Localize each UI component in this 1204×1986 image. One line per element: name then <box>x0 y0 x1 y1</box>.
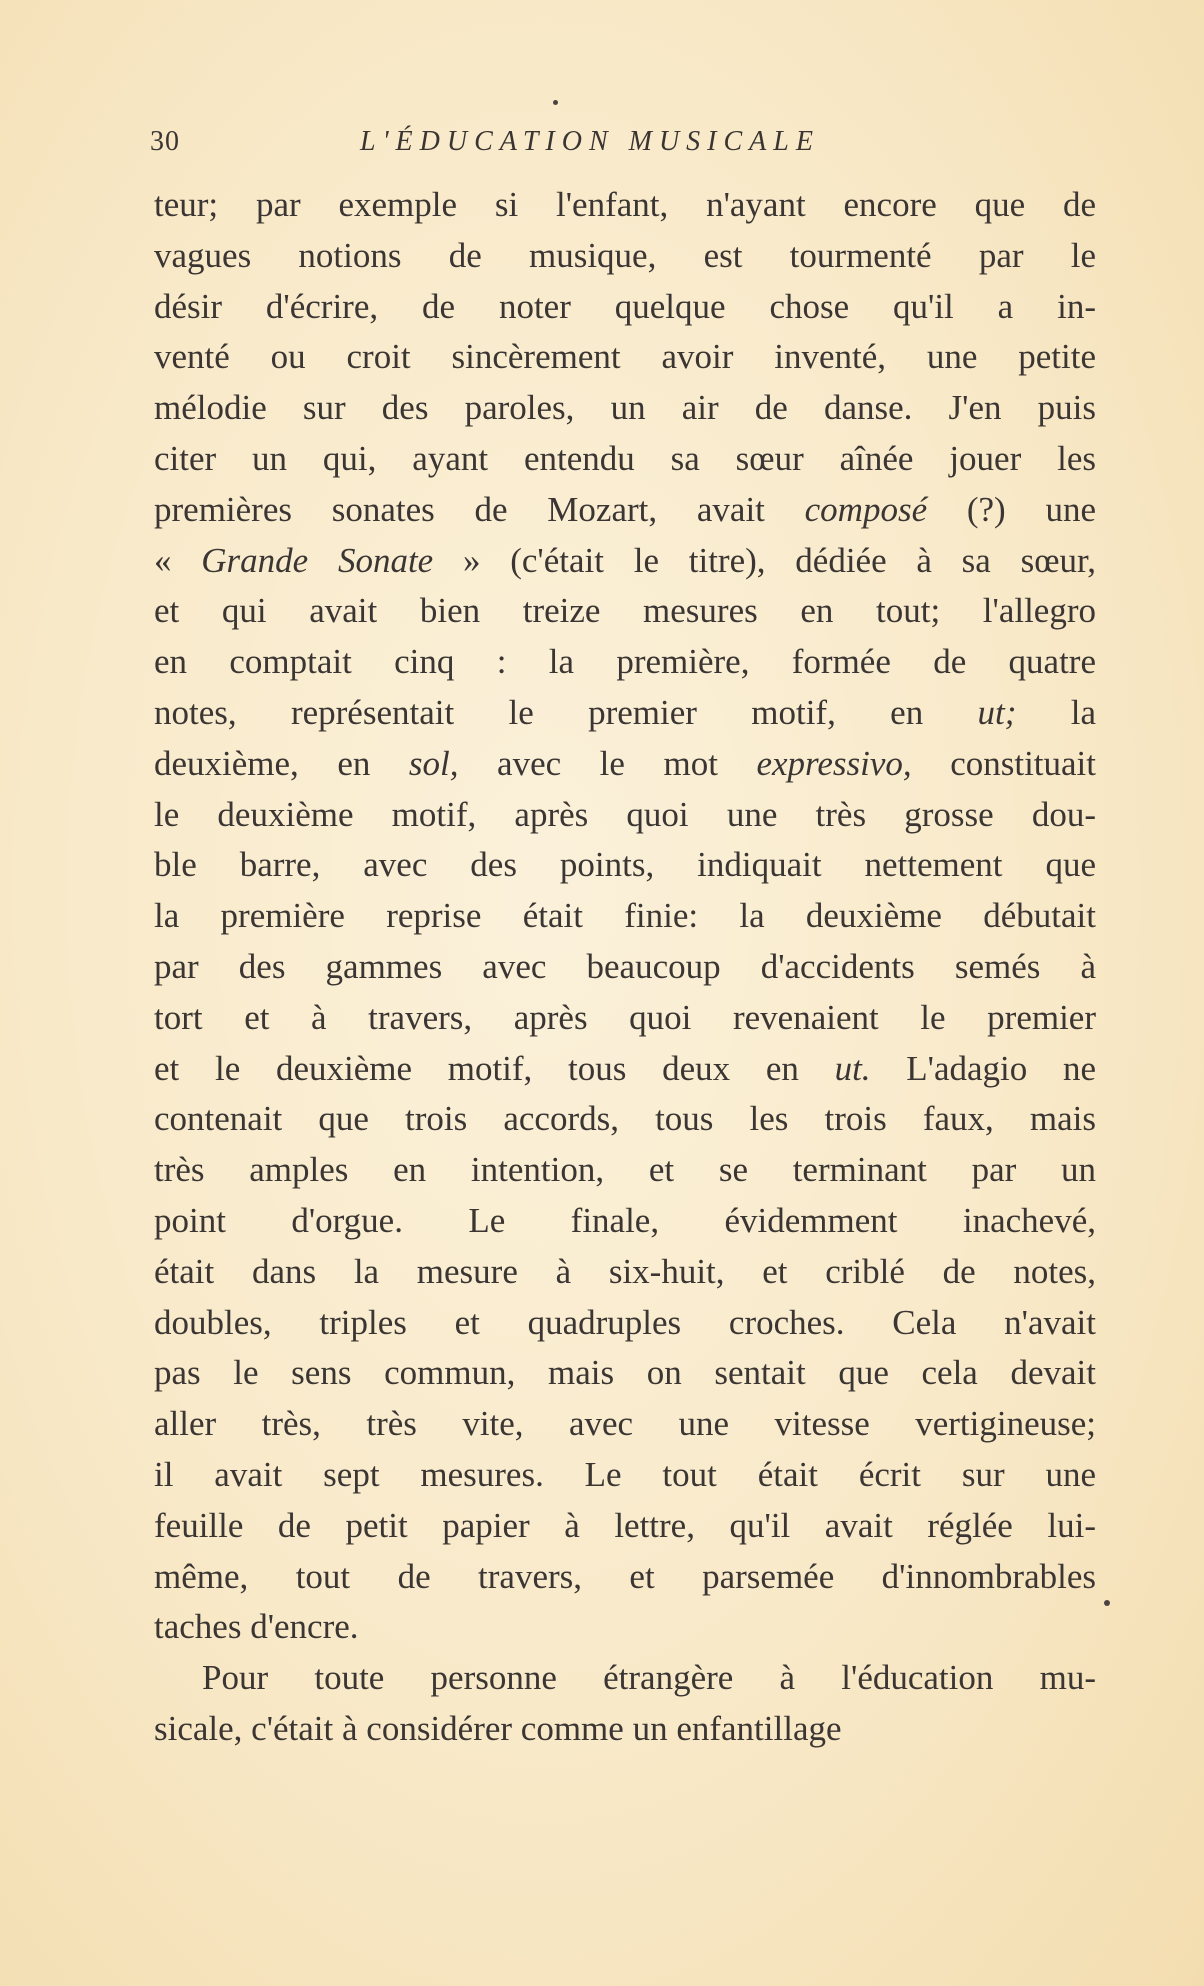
text-segment: L'adagio ne <box>870 1048 1096 1088</box>
text-line <box>154 790 1096 841</box>
text-line <box>154 993 1096 1044</box>
text-line <box>154 637 1096 688</box>
text-segment: avec le mot <box>458 743 757 783</box>
text-segment: très amples en intention, et se terminant par un <box>154 1150 1096 1190</box>
text-segment: la <box>1016 692 1096 732</box>
text-segment: contenait que trois accords, tous les trois faux, mais <box>154 1099 1096 1139</box>
text-line <box>154 332 1096 383</box>
text-line <box>154 1298 1096 1349</box>
text-line <box>154 1399 1096 1450</box>
text-segment: Pour toute personne étrangère à l'éducation mu- <box>202 1658 1096 1698</box>
text-line <box>154 1044 1096 1095</box>
text-line <box>154 1602 1096 1653</box>
text-line <box>154 1501 1096 1552</box>
italic-text: ut. <box>834 1048 871 1088</box>
text-segment: (?) une <box>927 489 1096 529</box>
text-line <box>154 383 1096 434</box>
running-title: L'ÉDUCATION MUSICALE <box>360 126 820 157</box>
text-segment: « <box>154 540 202 580</box>
text-segment: en comptait cinq : la première, formée de quatre <box>154 642 1096 682</box>
body-text <box>154 180 1096 1755</box>
text-line <box>154 1348 1096 1399</box>
text-line <box>154 1247 1096 1298</box>
text-line <box>154 586 1096 637</box>
text-line <box>154 282 1096 333</box>
text-segment: notes, représentait le premier motif, en <box>154 692 978 732</box>
text-segment: premières sonates de Mozart, avait <box>154 489 805 529</box>
text-segment: désir d'écrire, de noter quelque chose qu'il a in- <box>154 286 1096 326</box>
text-segment: constituait <box>911 743 1096 783</box>
text-line <box>154 942 1096 993</box>
text-segment: deuxième, en <box>154 743 409 783</box>
text-line <box>154 1196 1096 1247</box>
text-segment: teur; par exemple si l'enfant, n'ayant encore que de <box>154 185 1096 224</box>
ink-dot <box>1104 1600 1110 1606</box>
text-line <box>154 434 1096 485</box>
italic-text: ut; <box>977 692 1017 732</box>
text-segment: sicale, c'était à considérer comme un enfantillage <box>154 1708 842 1748</box>
text-line <box>154 1145 1096 1196</box>
text-segment: taches d'encre. <box>154 1607 359 1647</box>
text-segment: et qui avait bien treize mesures en tout; l'allegro <box>154 591 1096 631</box>
running-head <box>0 118 1204 166</box>
text-segment: » (c'était le titre), dédiée à sa sœur, <box>433 540 1096 580</box>
text-segment: aller très, très vite, avec une vitesse vertigineuse; <box>154 1404 1096 1444</box>
text-segment: la première reprise était finie: la deuxième débutait <box>154 896 1096 936</box>
text-line <box>154 739 1096 790</box>
text-segment: par des gammes avec beaucoup d'accidents semés à <box>154 946 1096 986</box>
text-segment: feuille de petit papier à lettre, qu'il avait réglée lui- <box>154 1505 1096 1545</box>
text-line <box>154 536 1096 587</box>
text-line <box>154 1552 1096 1603</box>
text-line <box>154 485 1096 536</box>
text-line <box>154 1704 1096 1755</box>
text-segment: était dans la mesure à six-huit, et criblé de notes, <box>154 1251 1096 1291</box>
text-segment: il avait sept mesures. Le tout était écrit sur une <box>154 1454 1096 1494</box>
text-line <box>154 1653 1096 1704</box>
text-segment: mélodie sur des paroles, un air de danse. J'en puis <box>154 388 1096 428</box>
text-line <box>154 180 1096 231</box>
text-line <box>154 891 1096 942</box>
text-segment: vagues notions de musique, est tourmenté par le <box>154 235 1096 275</box>
text-segment: pas le sens commun, mais on sentait que cela devait <box>154 1353 1096 1393</box>
italic-text: composé <box>804 489 928 529</box>
text-line <box>154 1094 1096 1145</box>
italic-text: Grande Sonate <box>201 540 434 580</box>
text-segment: citer un qui, ayant entendu sa sœur aînée jouer les <box>154 438 1096 478</box>
text-segment: ble barre, avec des points, indiquait nettement que <box>154 845 1096 885</box>
text-line <box>154 1450 1096 1501</box>
text-segment: doubles, triples et quadruples croches. Cela n'avait <box>154 1302 1096 1342</box>
text-line <box>154 840 1096 891</box>
text-segment: venté ou croit sincèrement avoir inventé, une petite <box>154 337 1096 377</box>
text-segment: le deuxième motif, après quoi une très grosse dou- <box>154 794 1096 834</box>
ink-dot <box>553 100 558 105</box>
text-segment: même, tout de travers, et parsemée d'innombrables <box>154 1556 1096 1596</box>
italic-text: sol, <box>408 743 459 783</box>
page-number: 30 <box>150 126 180 157</box>
italic-text: expressivo, <box>756 743 912 783</box>
text-segment: et le deuxième motif, tous deux en <box>154 1048 835 1088</box>
text-line <box>154 231 1096 282</box>
text-segment: point d'orgue. Le finale, évidemment inachevé, <box>154 1200 1096 1240</box>
text-line <box>154 688 1096 739</box>
text-segment: tort et à travers, après quoi revenaient le premier <box>154 997 1096 1037</box>
